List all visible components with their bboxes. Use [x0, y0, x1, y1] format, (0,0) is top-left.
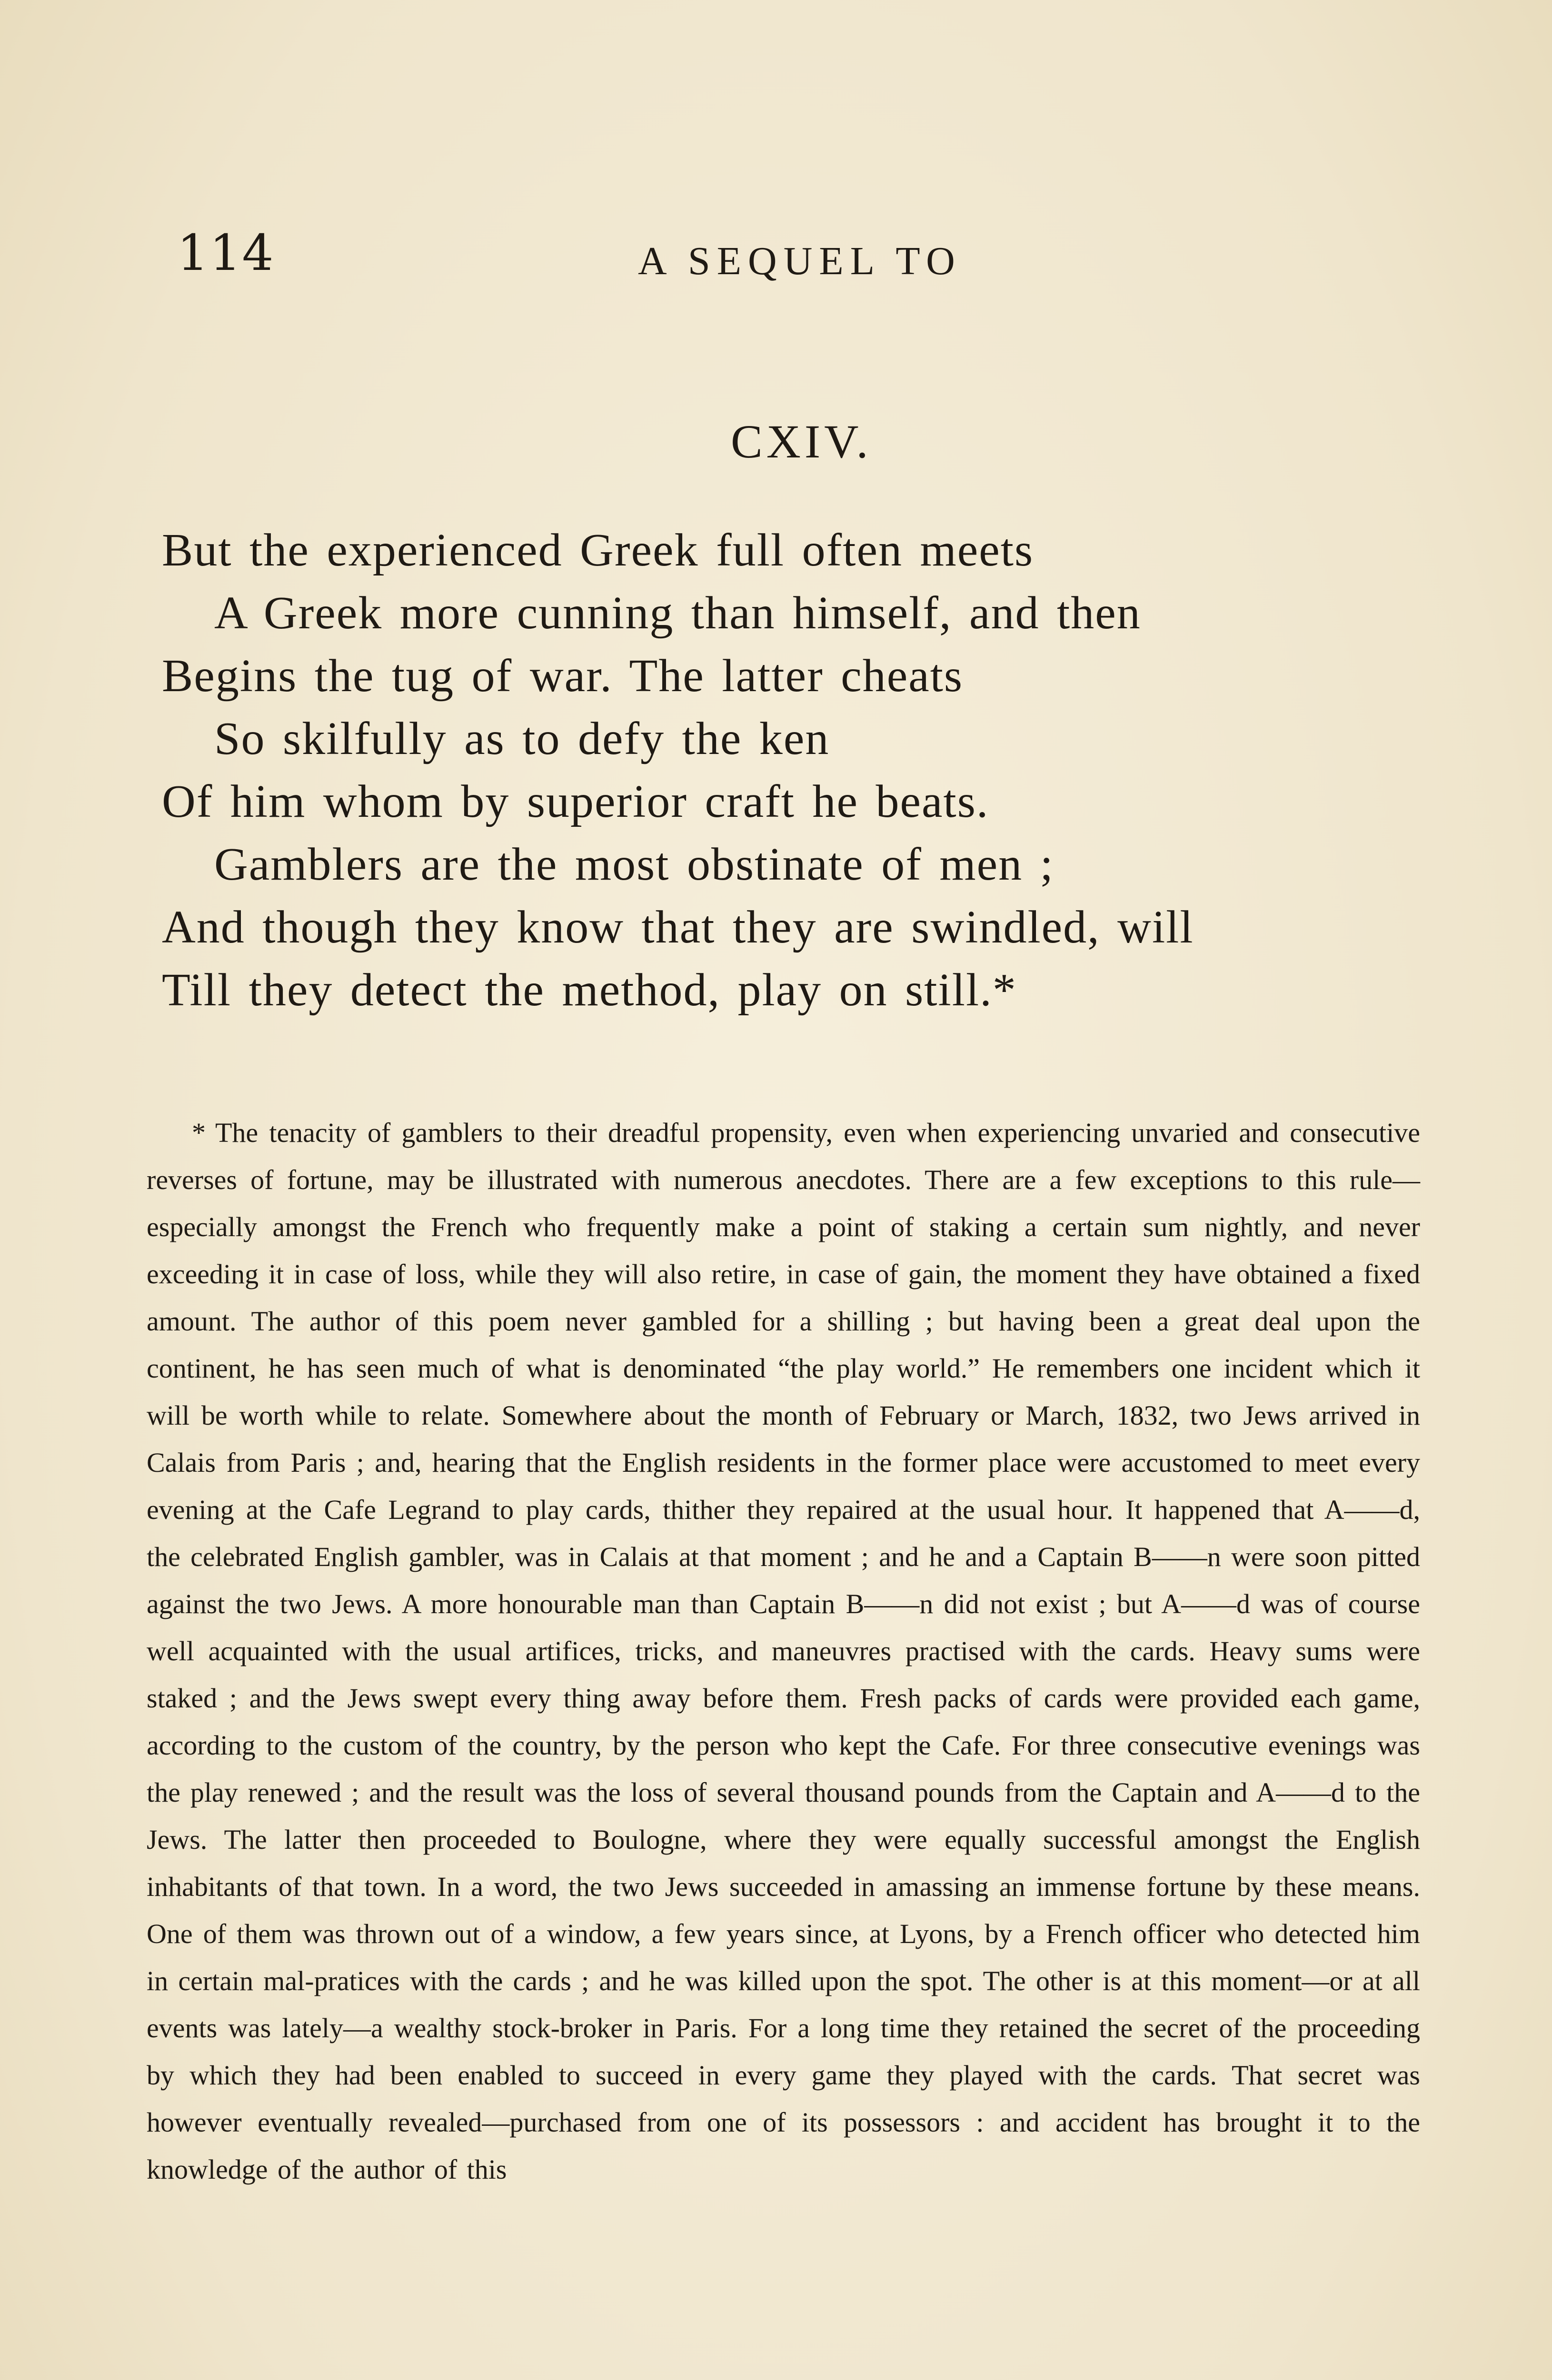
- stanza-line: Begins the tug of war. The latter cheats: [162, 650, 964, 702]
- footnote-text: The tenacity of gamblers to their dreadful propensity, even when experiencing unvaried and consecutive reverses of fortune, may be illustrated with numerous anecdotes. There are a few exceptions to this rule—especially amongst the French who frequently make a point of staking a certain sum nightly, and never exceeding it in case of loss, while they will also retire, in case of gain, the moment they have obtained a fixed amount. The author of this poem never gambled for a shilling ; but having been a great deal upon the continent, he has seen much of what is denominated “the play world.” He remembers one incident which it will be worth while to relate. Somewhere about the month of February or March, 1832, two Jews arrived in Calais from Paris ; and, hearing that the English residents in the former place were accustomed to meet every evening at the Cafe Legrand to play cards, thither they repaired at the usual hour. It happened that A——d, the celebrated English gambler, was in Calais at that moment ; and he and a Captain B——n were soon pitted against the two Jews. A more honourable man than Captain B——n did not exist ; but A——d was of course well acquainted with the usual artifices, tricks, and maneuvres practised with the cards. Heavy sums were staked ; and the Jews swept every thing away before them. Fresh packs of cards were provided each game, according to the custom of the country, by the person who kept the Cafe. For three consecutive evenings was the play renewed ; and the result was the loss of several thousand pounds from the Captain and A——d to the Jews. The latter then proceeded to Boulogne, where they were equally successful amongst the English inhabitants of that town. In a word, the two Jews succeeded in amassing an immense fortune by these means. One of them was thrown out of a window, a few years since, at Lyons, by a French officer who detected him in certain mal-pratices with the cards ; and he was killed upon the spot. The other is at this moment—or at all events was lately—a wealthy stock-broker in Paris. For a long time they retained the secret of the proceeding by which they had been enabled to succeed in every game they played with the cards. That secret was however eventually revealed—purchased from one of its possessors : and accident has brought it to the knowledge of the author of this: [147, 1117, 1420, 2185]
- stanza-line: But the experienced Greek full often meets: [162, 525, 1034, 576]
- footnote-marker: *: [192, 1117, 206, 1148]
- footnote: [147, 1109, 1420, 2193]
- stanza-line: Of him whom by superior craft he beats.: [162, 776, 989, 827]
- stanza-line: Till they detect the method, play on still.*: [162, 964, 1017, 1016]
- stanza-line: So skilfully as to defy the ken: [214, 713, 830, 764]
- stanza-number: CXIV.: [731, 415, 872, 468]
- running-title: A SEQUEL TO: [638, 239, 962, 283]
- page-number: 114: [177, 224, 275, 282]
- stanza-line: Gamblers are the most obstinate of men ;: [214, 839, 1054, 890]
- stanza-lines: [162, 519, 1400, 1021]
- stanza-line: And though they know that they are swindled, will: [162, 902, 1194, 953]
- stanza-line: A Greek more cunning than himself, and then: [214, 587, 1141, 639]
